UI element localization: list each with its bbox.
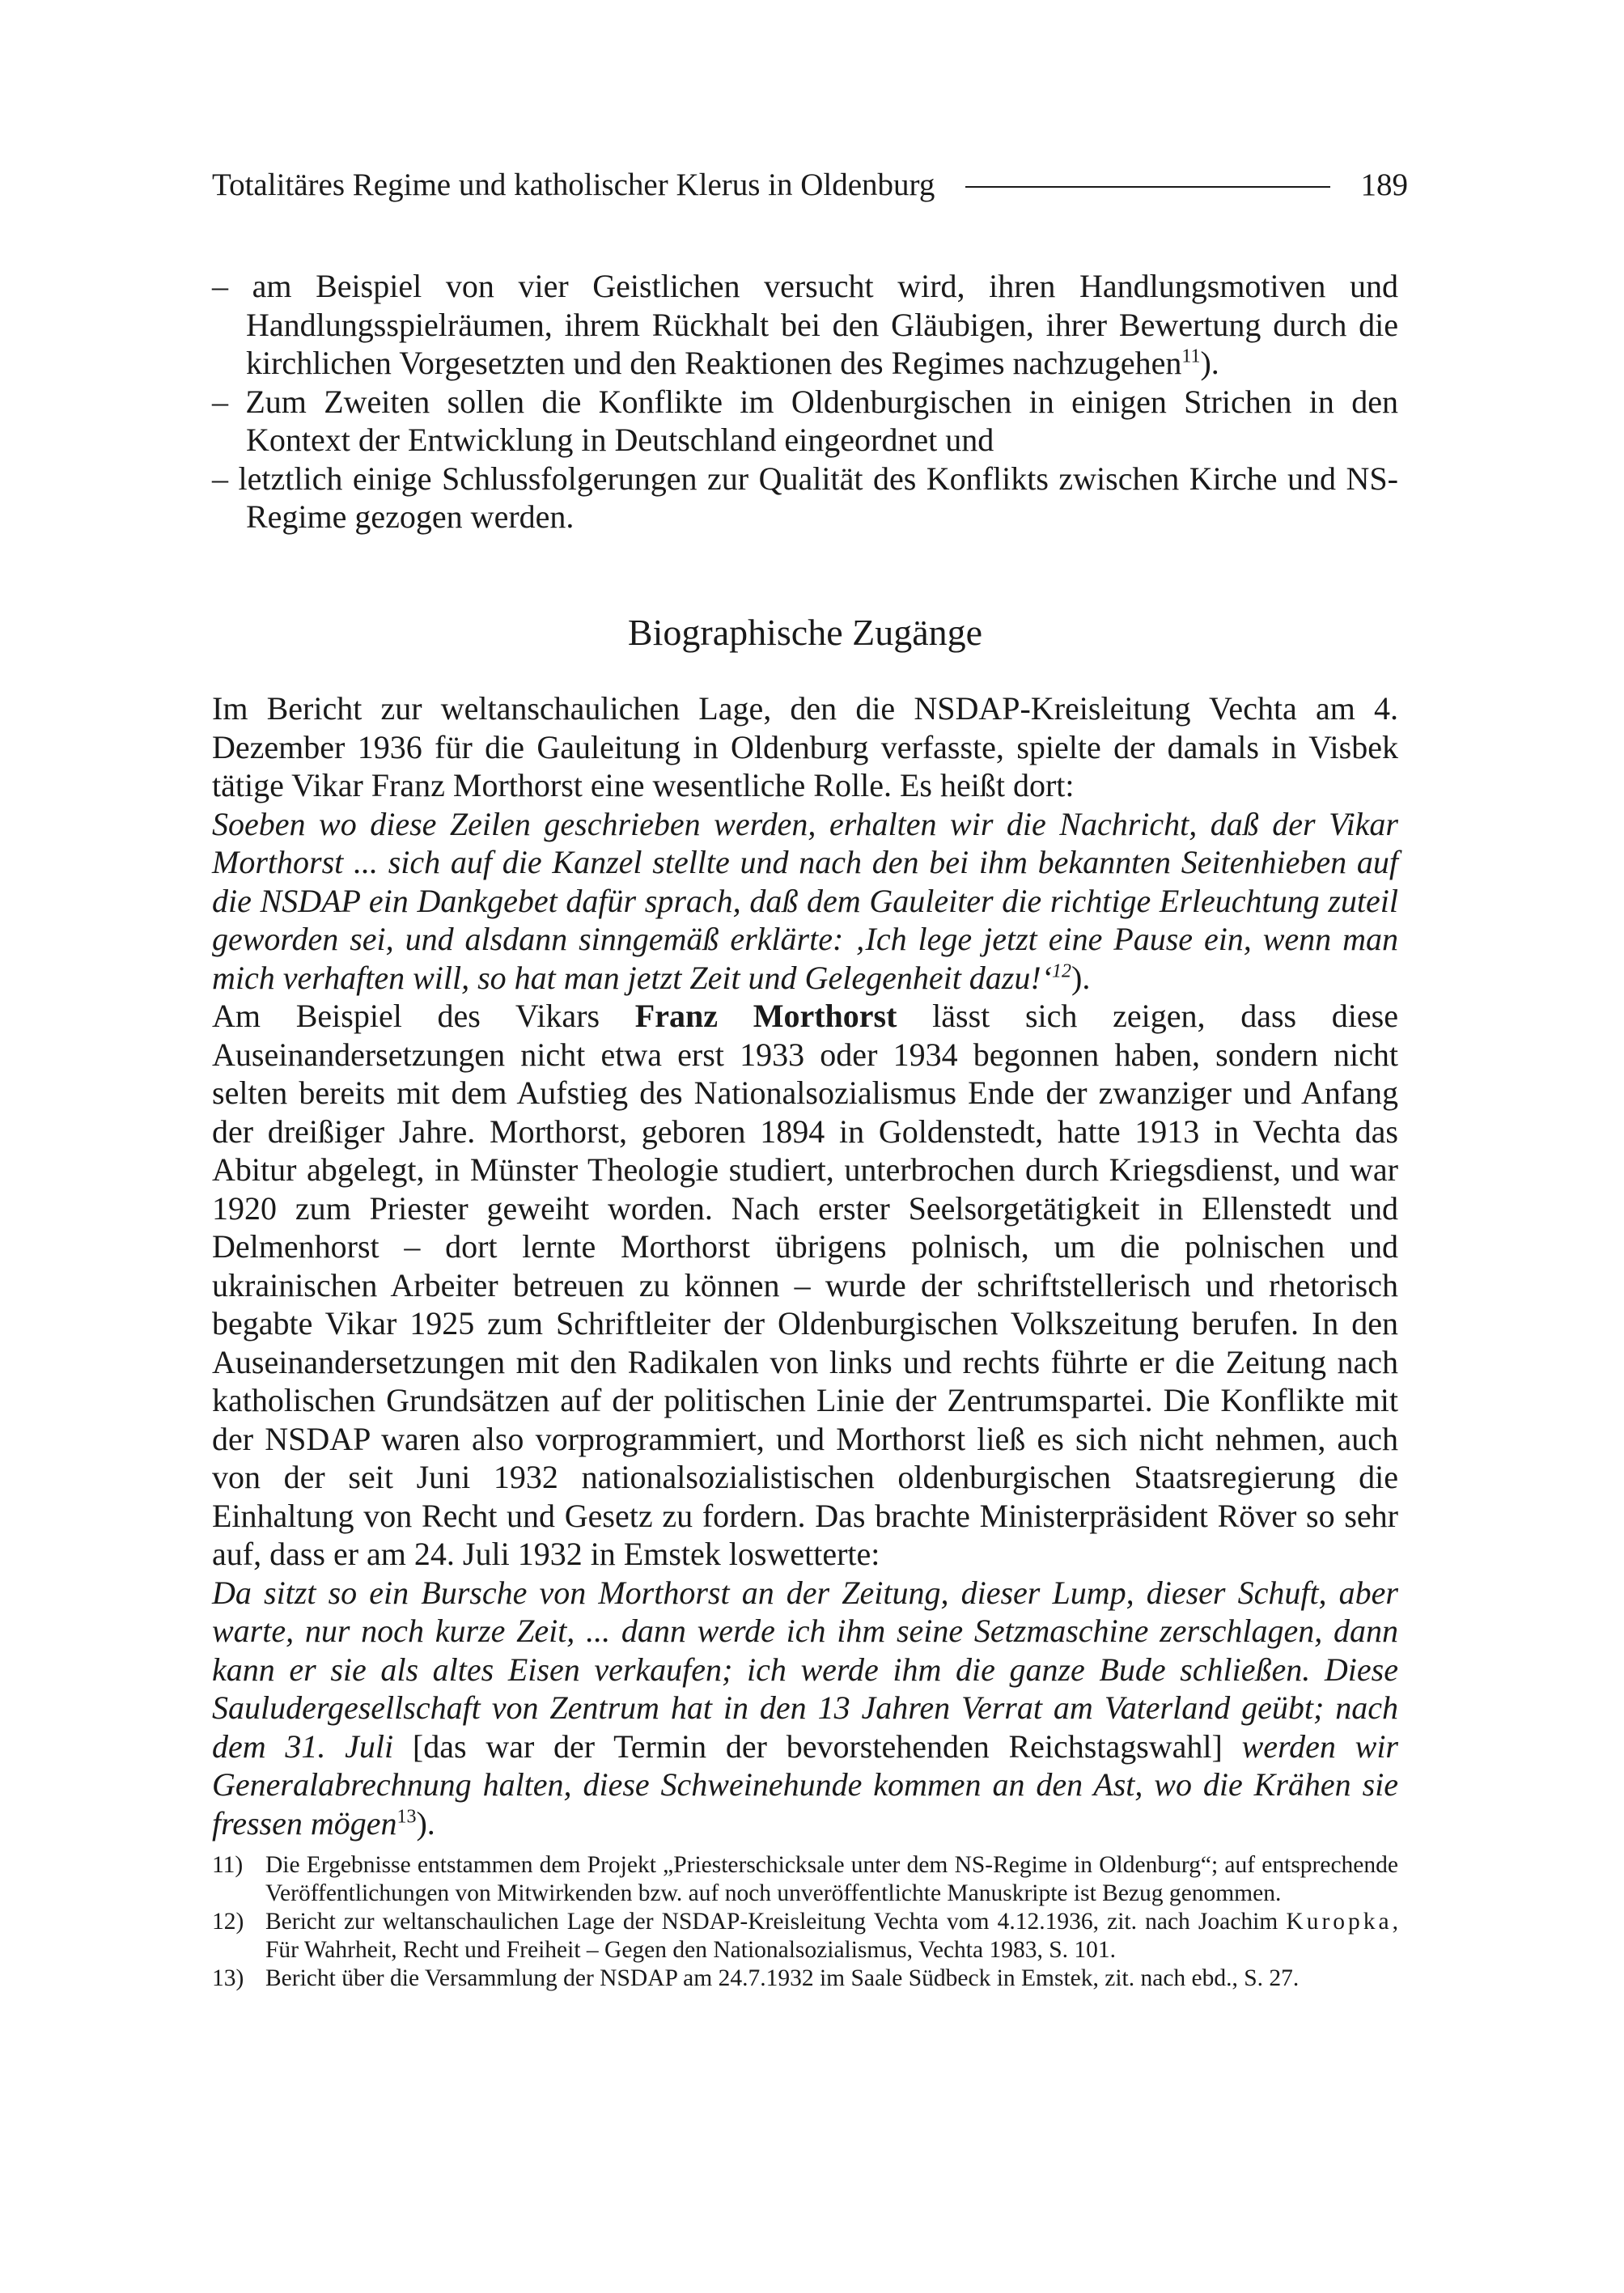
footnote-number: 12) xyxy=(212,1909,244,1935)
quote-text: Soeben wo diese Zeilen geschrieben werden, erhalten wir die Nachricht, daß der Vikar Morthorst ... sich auf die Kanzel stellte und nach den bei ihm bekannten Seitenhieben auf die NSDAP ein Dankgebet dafür sprach, daß dem Gauleiter die richtige Erleuchtung zuteil geworden sei, und alsdann sinngemäß erklärte: ‚Ich lege jetzt eine Pause ein, wenn man mich verhaften will, so hat man jetzt Zeit und Gelegenheit dazu!‘ xyxy=(212,805,1398,996)
footnote xyxy=(212,1965,1398,1993)
running-head xyxy=(212,163,1408,206)
list-item-text: am Beispiel von vier Geistlichen versucht wird, ihren Handlungsmotiven und Handlungsspielräumen, ihrem Rückhalt bei den Gläubigen, ihrer Bewertung durch die kirchlichen Vorgesetzten und den Reaktionen des Regimes nachzugehen xyxy=(246,268,1398,381)
footnote-ref: 11 xyxy=(1181,345,1201,367)
paragraph xyxy=(212,997,1398,1574)
list-item xyxy=(212,267,1398,383)
footnote-text-part: , Für Wahrheit, Recht und Freiheit – Gegen den Nationalsozialismus, Vechta 1983, S. 101. xyxy=(265,1909,1398,1963)
footnote-text: Bericht über die Versammlung der NSDAP am 24.7.1932 im Saale Südbeck in Emstek, zit. nach ebd., S. 27. xyxy=(265,1965,1300,1991)
quote-end: ). xyxy=(1071,959,1091,996)
editor-insertion: [das war der Termin der bevorstehenden Reichstagswahl] xyxy=(393,1727,1242,1765)
quote-end: ). xyxy=(416,1804,435,1842)
list-item-end: ). xyxy=(1200,345,1219,381)
footnote-text xyxy=(265,1908,1398,1965)
block-quote xyxy=(212,805,1398,998)
footnote xyxy=(212,1908,1398,1965)
quote-text: werden wir Generalabrechnung halten, diese Schweinehunde kommen an den Ast, wo die Krähen sie fressen mögen xyxy=(212,1727,1398,1842)
paragraph: Im Bericht zur weltanschaulichen Lage, den die NSDAP-Kreisleitung Vechta am 4. Dezember 1936 für die Gauleitung in Oldenburg verfasste, spielte der damals in Visbek tätige Vikar Franz Morthorst eine wesentliche Rolle. Es heißt dort: xyxy=(212,690,1398,803)
list-dash: – xyxy=(212,268,252,304)
running-head-title: Totalitäres Regime und katholischer Klerus in Oldenburg xyxy=(212,167,935,202)
footnote-ref: 12 xyxy=(1052,960,1072,982)
running-head-rule xyxy=(965,186,1329,188)
list-dash: – xyxy=(212,460,239,497)
footnote-number: 11) xyxy=(212,1852,244,1878)
main-text xyxy=(212,689,1398,1842)
paragraph-text: Am Beispiel des Vikars xyxy=(212,998,635,1034)
intro-list xyxy=(212,267,1398,536)
footnote-number: 13) xyxy=(212,1965,244,1991)
list-item-text: Zum Zweiten sollen die Konflikte im Oldenburgischen in einigen Strichen in den Kontext der Entwicklung in Deutschland eingeordnet und xyxy=(245,383,1398,458)
list-item xyxy=(212,460,1398,536)
block-quote xyxy=(212,1574,1398,1843)
section-heading: Biographische Zugänge xyxy=(627,612,983,653)
quote-text: Da sitzt so ein Bursche von Morthorst an der Zeitung, dieser Lump, dieser Schuft, aber warte, nur noch kurze Zeit, ... dann werde ich ihm seine Setzmaschine zerschlagen, dann kann er sie als altes Eisen verkaufen; ich werde ihm die ganze Bude schließen. Diese Sauludergesellschaft von Zentrum hat in den 13 Jahren Verrat am Vaterland geübt; nach dem 31. Juli xyxy=(212,1574,1398,1765)
footnote xyxy=(212,1851,1398,1908)
footnote-ref: 13 xyxy=(396,1806,417,1828)
page-number: 189 xyxy=(1360,167,1408,202)
bold-name: Franz Morthorst xyxy=(634,998,897,1034)
list-item-text: letztlich einige Schlussfolgerungen zur Qualität des Konflikts zwischen Kirche und NS-Regime gezogen werden. xyxy=(238,460,1398,535)
footnote-text: Die Ergebnisse entstammen dem Projekt „Priesterschicksale unter dem NS-Regime in Oldenburg“; auf entsprechende Veröffentlichungen von Mitwirkenden bzw. auf noch unveröffentlichte Manuskripte ist Bezug genommen. xyxy=(265,1852,1398,1906)
author-name: Kuropka xyxy=(1286,1909,1393,1935)
list-item xyxy=(212,383,1398,460)
footnote-text-part: Bericht zur weltanschaulichen Lage der NSDAP-Kreisleitung Vechta vom 4.12.1936, zit. nach Joachim xyxy=(265,1909,1287,1935)
paragraph-text: lässt sich zeigen, dass diese Auseinandersetzungen nicht etwa erst 1933 oder 1934 begonnen haben, sondern nicht selten bereits mit dem Aufstieg des Nationalsozialismus Ende der zwanziger und Anfang der dreißiger Jahre. Morthorst, geboren 1894 in Goldenstedt, hatte 1913 in Vechta das Abitur abgelegt, in Münster Theologie studiert, unterbrochen durch Kriegsdienst, und war 1920 zum Priester geweiht worden. Nach erster Seelsorgetätigkeit in Ellenstedt und Delmenhorst – dort lernte Morthorst übrigens polnisch, um die polnischen und ukrainischen Arbeiter betreuen zu können – wurde der schriftstellerisch und rhetorisch begabte Vikar 1925 zum Schriftleiter der Oldenburgischen Volkszeitung berufen. In den Auseinandersetzungen mit den Radikalen von links und rechts führte er die Zeitung nach katholischen Grundsätzen auf der politischen Linie der Zentrumspartei. Die Konflikte mit der NSDAP waren also vorprogrammiert, und Morthorst ließ es sich nicht nehmen, auch von der seit Juni 1932 nationalsozialistischen oldenburgischen Staatsregierung die Einhaltung von Recht und Gesetz zu fordern. Das brachte Ministerpräsident Röver so sehr auf, dass er am 24. Juli 1932 in Emstek loswetterte: xyxy=(212,998,1398,1572)
footnotes xyxy=(212,1851,1398,1993)
list-dash: – xyxy=(212,383,246,420)
